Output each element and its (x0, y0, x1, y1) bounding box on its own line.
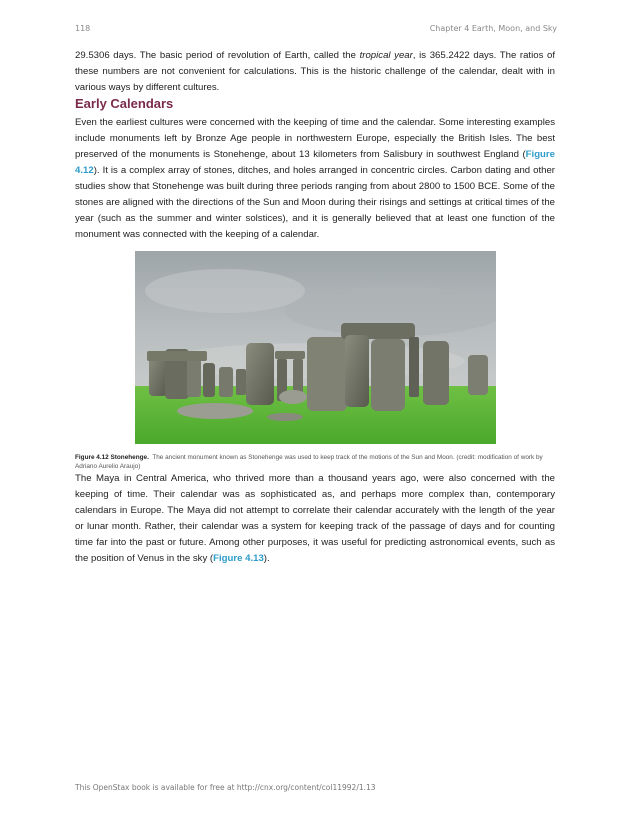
footer-credit: This OpenStax book is available for free at http://cnx.org/content/col11992/1.13 (75, 783, 376, 792)
page-content (75, 48, 555, 567)
paragraph-text-end: ). (263, 553, 270, 564)
figure-caption-text: The ancient monument known as Stonehenge was used to keep track of the motions of the Sun and Moon. (credit: modification of work by Adriano Aurelio Araujo) (75, 454, 543, 470)
figure-4-12-link[interactable]: Figure 4.12 (75, 149, 555, 176)
stonehenge-figure (75, 251, 555, 471)
paragraph-text-continued: ). It is a complex array of stones, ditches, and holes arranged in concentric circles. Carbon dating and other studies show that Stonehenge was built during three periods ranging from about 2800 to 1500 BCE. Some of the stones are aligned with the directions of the Sun and Moon during their risings and settings at critical times of the year (such as the summer and winter solstices), and it is generally believed that at least one function of the monument was connected with the keeping of a calendar. (75, 165, 555, 240)
figure-caption (75, 453, 555, 471)
figure-4-13-link[interactable]: Figure 4.13 (213, 553, 264, 564)
maya-paragraph (75, 471, 555, 567)
paragraph-text: Even the earliest cultures were concerned with the keeping of time and the calendar. Some interesting examples include monuments left by Bronze Age people in northwestern Europe, especially the British Isles. The best preserved of the monuments is Stonehenge, about 13 kilometers from Salisbury in southwest England ( (75, 117, 555, 160)
stonehenge-photo (135, 251, 496, 444)
tropical-year-term: tropical year (359, 50, 413, 61)
intro-paragraph (75, 48, 555, 96)
figure-label: Figure 4.12 Stonehenge. (75, 454, 149, 461)
page-number: 118 (75, 24, 91, 33)
running-header: Chapter 4 Earth, Moon, and Sky (429, 24, 557, 33)
early-calendars-paragraph (75, 115, 555, 243)
section-heading: Early Calendars (75, 96, 174, 111)
intro-text: 29.5306 days. The basic period of revolution of Earth, called the (75, 50, 360, 61)
intro-text-continued: , is 365.2422 days. The ratios of these numbers are not convenient for calculations. This is the historic challenge of the calendar, dealt with in various ways by different cultures. (75, 50, 556, 93)
paragraph-text: The Maya in Central America, who thrived more than a thousand years ago, were also concerned with the keeping of time. Their calendar was as sophisticated as, and perhaps more complex than, contemporary calendars in Europe. The Maya did not attempt to correlate their calendar accurately with the length of the year or lunar month. Rather, their calendar was a system for keeping track of the passage of days and for counting time far into the past or future. Among other purposes, it was useful for predicting astronomical events, such as the position of Venus in the sky ( (75, 473, 555, 564)
